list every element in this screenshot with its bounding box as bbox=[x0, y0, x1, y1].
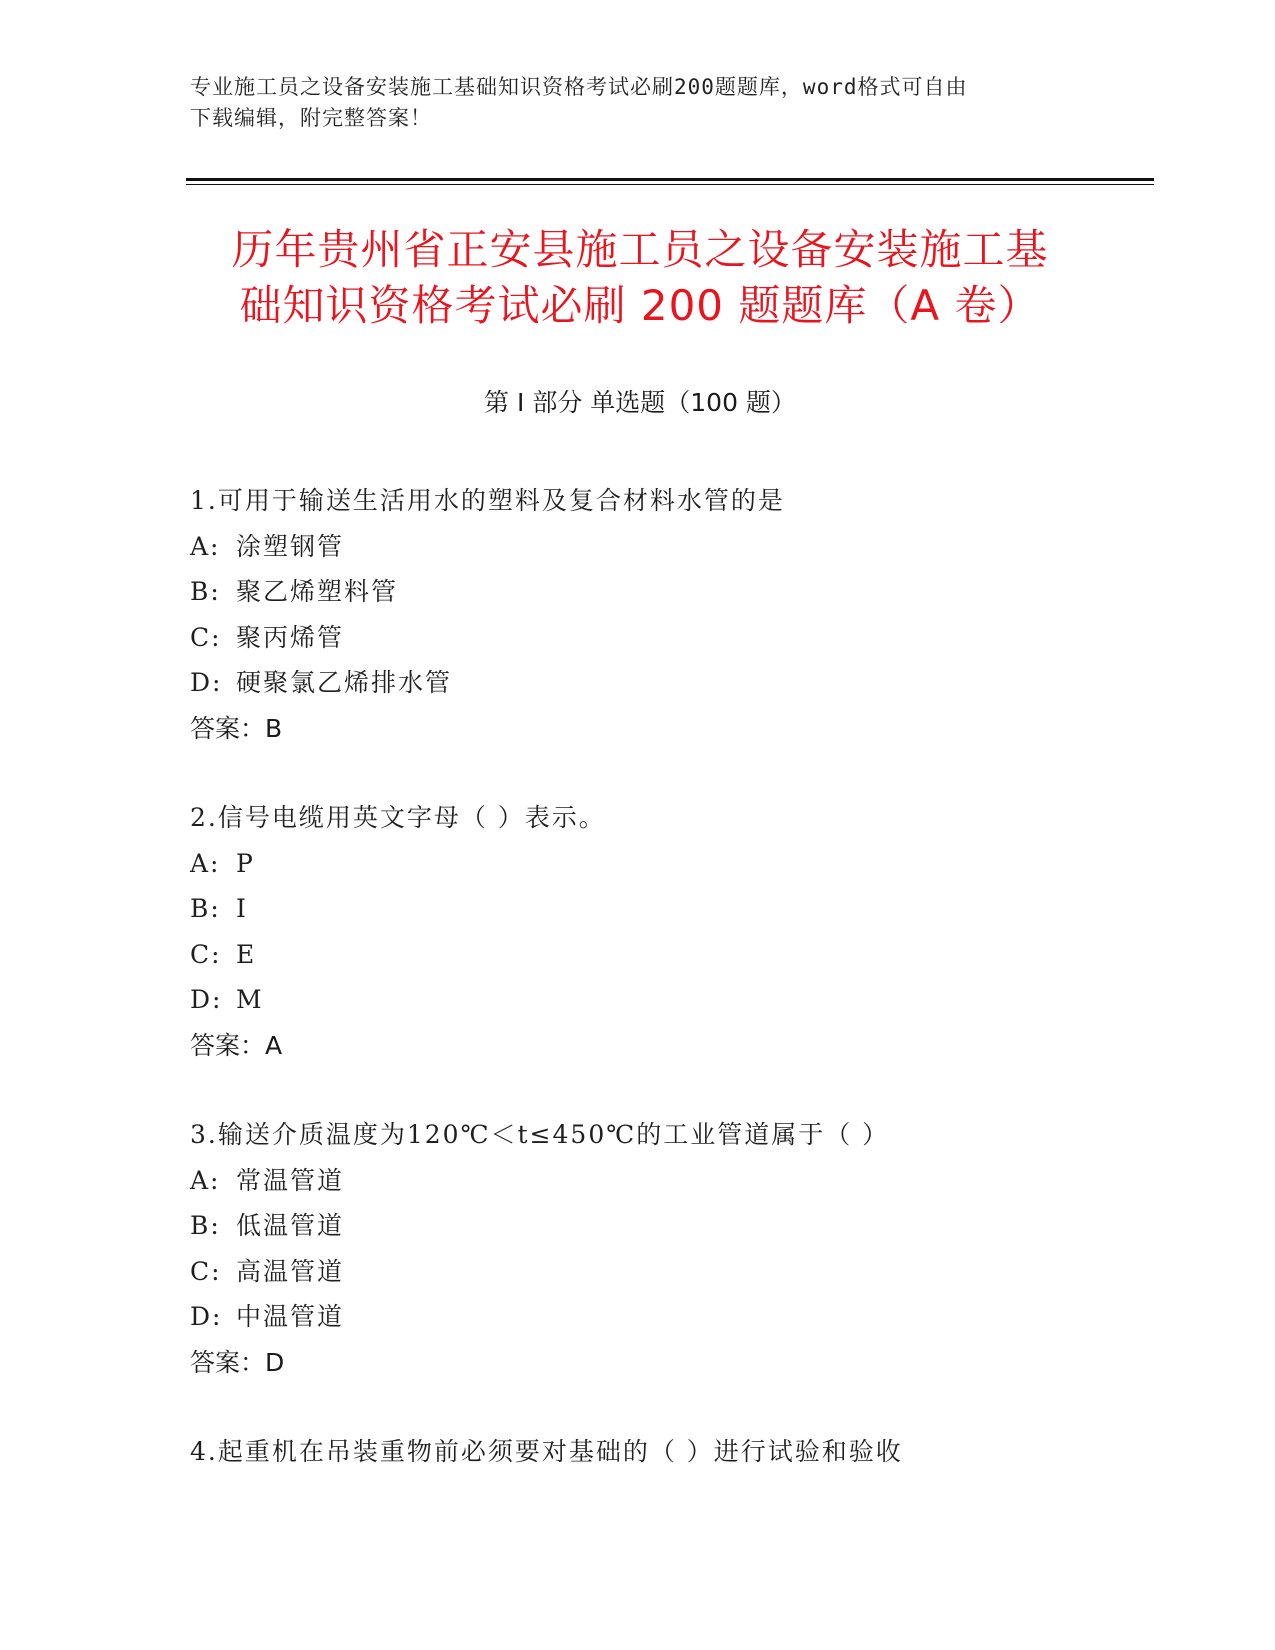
question-list bbox=[190, 478, 1150, 1519]
option-key: B: bbox=[190, 577, 221, 606]
question-stem: 1.可用于输送生活用水的塑料及复合材料水管的是 bbox=[190, 486, 785, 515]
answer-label: 答案： bbox=[190, 1030, 266, 1060]
option-key: C: bbox=[190, 939, 222, 969]
option-key: C: bbox=[190, 622, 222, 652]
document-intro bbox=[190, 72, 1090, 134]
title-line-1: 历年贵州省正安县施工员之设备安装施工基 bbox=[231, 225, 1049, 274]
option-text: M bbox=[236, 985, 264, 1014]
option-a bbox=[190, 841, 1150, 887]
option-c bbox=[190, 932, 1150, 978]
question-3 bbox=[190, 1112, 1150, 1385]
option-text: 低温管道 bbox=[236, 1211, 345, 1240]
option-text: 硬聚氯乙烯排水管 bbox=[236, 668, 453, 697]
option-text: 聚丙烯管 bbox=[236, 622, 345, 652]
intro-line-2: 下载编辑，附完整答案！ bbox=[190, 106, 432, 130]
question-stem: 3.输送介质温度为120℃＜t≤450℃的工业管道属于（ ） bbox=[190, 1120, 890, 1149]
answer-line bbox=[190, 1340, 1150, 1386]
option-key: D: bbox=[190, 668, 223, 697]
option-d bbox=[190, 660, 1150, 706]
option-a bbox=[190, 1158, 1150, 1204]
question-1 bbox=[190, 478, 1150, 751]
option-c bbox=[190, 1249, 1150, 1295]
option-key: B: bbox=[190, 1211, 221, 1240]
option-text: 涂塑钢管 bbox=[236, 531, 345, 561]
question-2 bbox=[190, 795, 1150, 1068]
option-text: 聚乙烯塑料管 bbox=[236, 577, 399, 606]
option-b bbox=[190, 886, 1150, 932]
option-text: P bbox=[236, 848, 255, 878]
answer-label: 答案： bbox=[190, 713, 266, 743]
option-text: 高温管道 bbox=[236, 1256, 345, 1286]
option-text: I bbox=[236, 894, 248, 923]
answer-value: D bbox=[265, 1347, 285, 1377]
option-d bbox=[190, 977, 1150, 1023]
answer-line bbox=[190, 706, 1150, 752]
option-text: E bbox=[236, 939, 257, 969]
option-c bbox=[190, 615, 1150, 661]
section-heading: 第 I 部分 单选题（100 题） bbox=[484, 388, 796, 417]
question-4 bbox=[190, 1429, 1150, 1475]
answer-label: 答案： bbox=[190, 1347, 266, 1377]
option-key: A: bbox=[190, 531, 221, 561]
option-d bbox=[190, 1294, 1150, 1340]
header-divider-thick bbox=[186, 178, 1154, 181]
intro-line-1: 专业施工员之设备安装施工基础知识资格考试必刷200题题库，word格式可自由 bbox=[190, 75, 968, 99]
option-text: 中温管道 bbox=[236, 1302, 345, 1331]
answer-value: B bbox=[265, 713, 283, 743]
option-b bbox=[190, 1203, 1150, 1249]
option-a bbox=[190, 524, 1150, 570]
option-b bbox=[190, 569, 1150, 615]
header-divider-thin bbox=[186, 184, 1154, 185]
question-stem: 4.起重机在吊装重物前必须要对基础的（ ）进行试验和验收 bbox=[190, 1437, 903, 1466]
option-text: 常温管道 bbox=[236, 1165, 345, 1195]
question-stem: 2.信号电缆用英文字母（ ）表示。 bbox=[190, 803, 606, 832]
option-key: B: bbox=[190, 894, 221, 923]
option-key: A: bbox=[190, 1165, 221, 1195]
title-line-2: 础知识资格考试必刷 200 题题库（A 卷） bbox=[239, 281, 1041, 330]
answer-value: A bbox=[265, 1030, 283, 1060]
option-key: C: bbox=[190, 1256, 222, 1286]
option-key: D: bbox=[190, 985, 223, 1014]
option-key: D: bbox=[190, 1302, 223, 1331]
answer-line bbox=[190, 1023, 1150, 1069]
option-key: A: bbox=[190, 848, 221, 878]
document-title bbox=[190, 222, 1090, 334]
